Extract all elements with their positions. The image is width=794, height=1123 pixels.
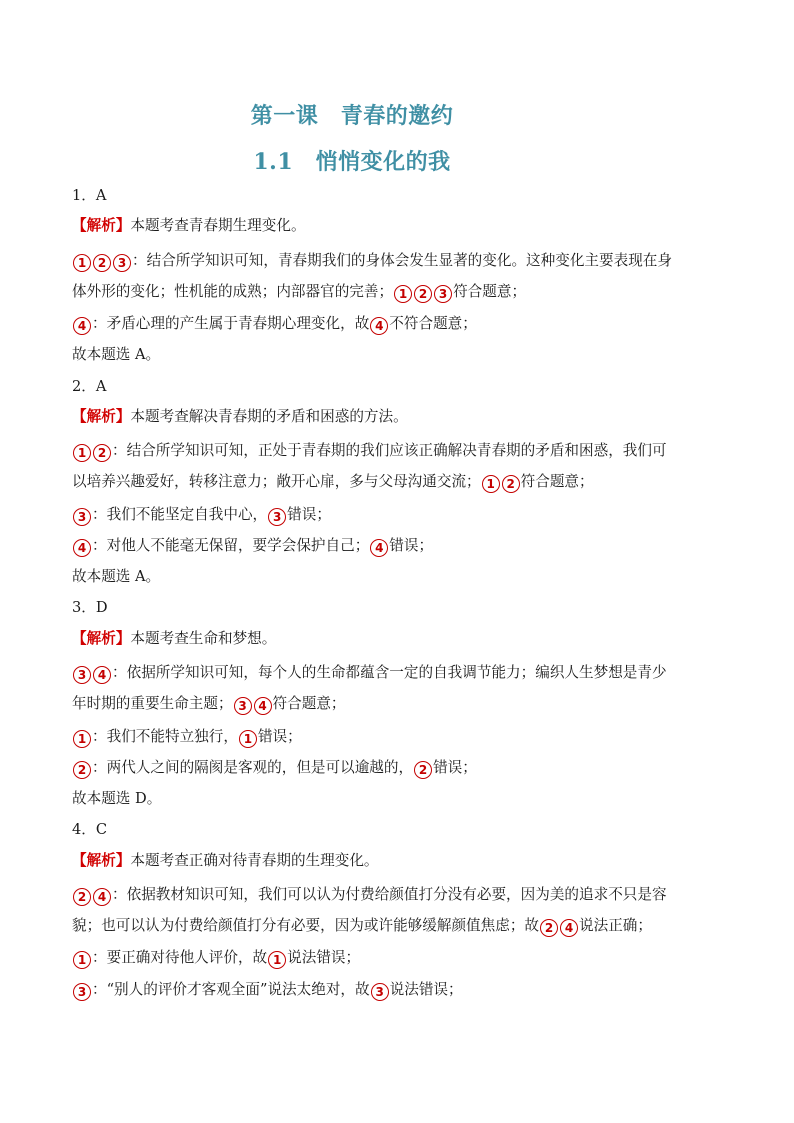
circled-number: 3 <box>371 983 389 1001</box>
bracket-open: 【 <box>72 217 87 234</box>
section-title: 1.1 悄悄变化的我 <box>253 149 451 175</box>
circled-number: 4 <box>560 919 578 937</box>
circled-number: 4 <box>73 539 91 557</box>
q4-text: 说法错误； <box>389 981 463 998</box>
circled-number: 2 <box>502 475 520 493</box>
q4-analysis-line <box>72 851 726 871</box>
circled-number: 2 <box>73 761 91 779</box>
q4-explanation-3 <box>72 980 726 1001</box>
q3-analysis: 本题考查生命和梦想。 <box>130 630 277 647</box>
circled-number: 2 <box>414 285 432 303</box>
q2-analysis: 本题考查解决青春期的矛盾和困惑的方法。 <box>130 408 408 425</box>
bracket-close: 】 <box>115 408 131 425</box>
q3-text: 符合题意； <box>272 695 346 712</box>
q2-text: 错误； <box>389 537 434 554</box>
q3-answer: 3．D <box>72 599 108 616</box>
q3-analysis-line <box>72 629 726 649</box>
q1-text: 不符合题意； <box>389 315 477 332</box>
q3-text: ：依据所学知识可知，每个人的生命都蕴含一定的自我调节能力；编织人生梦想是青少 <box>112 664 667 681</box>
q4-answer: 4．C <box>72 821 108 838</box>
analysis-label: 解析 <box>86 630 116 647</box>
q4-text: 说法正确； <box>579 917 652 934</box>
analysis-label: 解析 <box>86 217 116 234</box>
circled-number: 1 <box>73 730 91 748</box>
q2-explanation-3 <box>72 536 726 557</box>
q1-conclusion: 故本题选 A。 <box>72 346 161 363</box>
circled-number: 3 <box>113 254 131 272</box>
q4-explanation-1b <box>72 916 726 937</box>
circled-number: 4 <box>254 697 272 715</box>
q2-answer: 2．A <box>72 378 107 395</box>
q3-conclusion: 故本题选 D。 <box>72 790 162 807</box>
q2-text: 错误； <box>287 506 331 523</box>
circled-number: 3 <box>73 666 91 684</box>
q4-analysis: 本题考查正确对待青春期的生理变化。 <box>130 852 379 869</box>
circled-number: 1 <box>73 254 91 272</box>
circled-number: 1 <box>394 285 412 303</box>
bracket-close: 】 <box>115 630 131 647</box>
circled-number: 3 <box>434 285 452 303</box>
circled-number: 3 <box>234 697 252 715</box>
circled-number: 1 <box>239 730 257 748</box>
bracket-open: 【 <box>72 852 87 869</box>
q2-analysis-line <box>72 407 726 427</box>
circled-number: 2 <box>93 444 111 462</box>
circled-number: 2 <box>540 919 558 937</box>
circled-number: 4 <box>370 317 388 335</box>
q3-explanation-1a <box>72 663 726 684</box>
q1-answer: 1．A <box>72 187 107 204</box>
q4-explanation-1a <box>72 885 726 906</box>
q1-text: 符合题意； <box>453 283 527 300</box>
q2-explanation-1a <box>72 441 726 462</box>
circled-number: 1 <box>73 951 91 969</box>
circled-number: 1 <box>482 475 500 493</box>
q1-analysis-line <box>72 216 726 236</box>
q4-text: ：“别人的评价才客观全面”说法太绝对，故 <box>92 981 370 998</box>
q2-text: ：结合所学知识可知，正处于青春期的我们应该正确解决青春期的矛盾和困惑，我们可 <box>112 442 667 459</box>
q4-text: ：要正确对待他人评价，故 <box>92 949 268 966</box>
q2-text: ：我们不能坚定自我中心， <box>92 506 268 523</box>
circled-number: 2 <box>73 888 91 906</box>
q3-text: 年时期的重要生命主题； <box>72 695 233 712</box>
circled-number: 3 <box>268 508 286 526</box>
q1-explanation-2 <box>72 314 726 335</box>
circled-number: 3 <box>73 983 91 1001</box>
q1-explanation-1a <box>72 251 726 272</box>
q2-explanation-2 <box>72 505 726 526</box>
q2-text: 以培养兴趣爱好，转移注意力；敞开心扉，多与父母沟通交流； <box>72 473 481 490</box>
q4-text: 貌；也可以认为付费给颜值打分有必要，因为或许能够缓解颜值焦虑；故 <box>72 917 540 934</box>
q4-text: ：依据教材知识可知，我们可以认为付费给颜值打分没有必要，因为美的追求不只是容 <box>112 886 667 903</box>
q2-explanation-1b <box>72 472 726 493</box>
circled-number: 2 <box>93 254 111 272</box>
q3-explanation-1b <box>72 694 726 715</box>
bracket-close: 】 <box>115 217 131 234</box>
q3-explanation-3 <box>72 758 726 779</box>
q1-text: ：矛盾心理的产生属于青春期心理变化，故 <box>92 315 370 332</box>
lesson-title: 第一课 青春的邀约 <box>250 103 454 129</box>
q3-explanation-2 <box>72 727 726 748</box>
circled-number: 2 <box>414 761 432 779</box>
bracket-close: 】 <box>115 852 131 869</box>
circled-number: 4 <box>93 888 111 906</box>
q3-text: ：两代人之间的隔阂是客观的，但是可以逾越的， <box>92 759 414 776</box>
q1-analysis: 本题考查青春期生理变化。 <box>130 217 306 234</box>
q3-text: ：我们不能特立独行， <box>92 728 238 745</box>
q4-explanation-2 <box>72 948 726 969</box>
analysis-label: 解析 <box>86 408 116 425</box>
q1-explanation-1b <box>72 282 726 303</box>
q2-conclusion: 故本题选 A。 <box>72 568 161 585</box>
circled-number: 1 <box>73 444 91 462</box>
analysis-label: 解析 <box>86 852 116 869</box>
q2-text: 符合题意； <box>520 473 594 490</box>
q3-text: 错误； <box>257 728 302 745</box>
circled-number: 4 <box>370 539 388 557</box>
bracket-open: 【 <box>72 630 87 647</box>
circled-number: 3 <box>73 508 91 526</box>
circled-number: 4 <box>73 317 91 335</box>
bracket-open: 【 <box>72 408 87 425</box>
circled-number: 1 <box>268 951 286 969</box>
circled-number: 4 <box>93 666 111 684</box>
q1-text: 体外形的变化；性机能的成熟；内部器官的完善； <box>72 283 394 300</box>
q1-text: ：结合所学知识可知，青春期我们的身体会发生显著的变化。这种变化主要表现在身 <box>132 252 672 269</box>
q3-text: 错误； <box>433 759 477 776</box>
q2-text: ：对他人不能毫无保留，要学会保护自己； <box>92 537 370 554</box>
q4-text: 说法错误； <box>287 949 361 966</box>
